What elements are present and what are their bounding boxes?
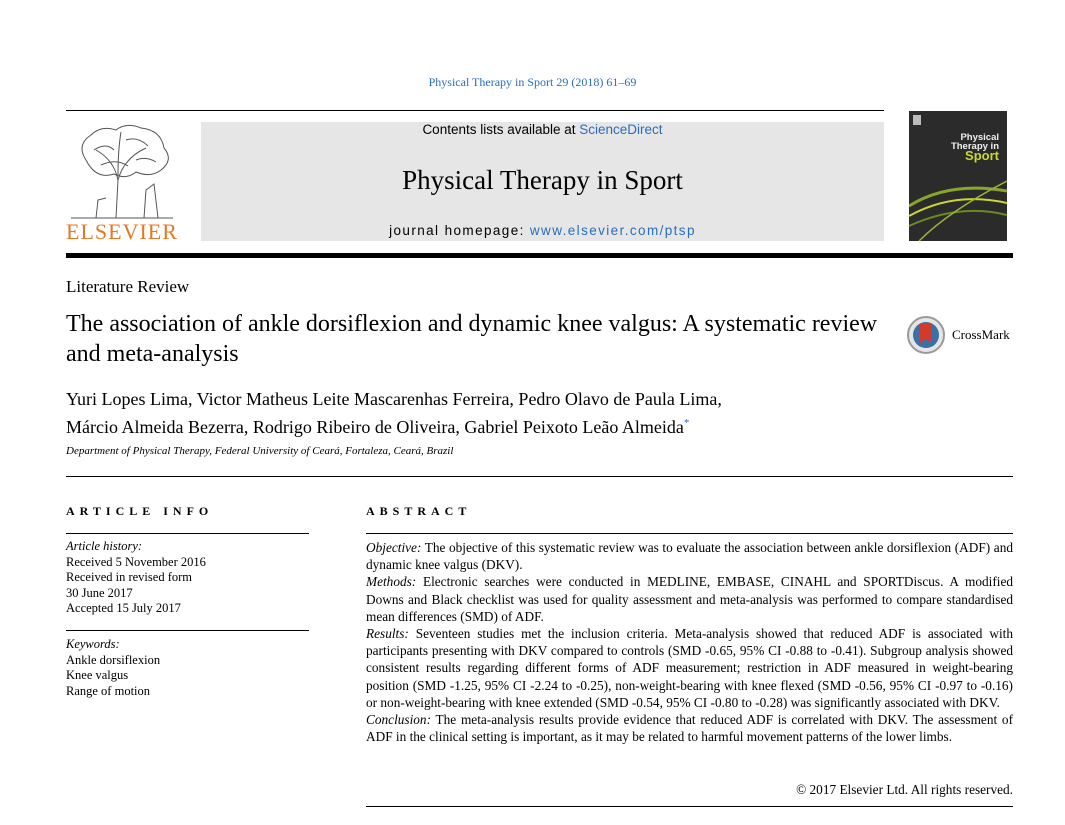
- abstract-body: [366, 539, 1013, 745]
- affiliation: Department of Physical Therapy, Federal University of Ceará, Fortaleza, Ceará, Brazil: [66, 445, 454, 457]
- history-item: 30 June 2017: [66, 585, 133, 600]
- elsevier-logo[interactable]: [66, 120, 178, 245]
- journal-banner: [201, 122, 884, 241]
- crossmark-badge[interactable]: [906, 315, 950, 355]
- copyright-notice: © 2017 Elsevier Ltd. All rights reserved.: [796, 782, 1013, 797]
- history-item: Received 5 November 2016: [66, 554, 206, 569]
- keyword-item: Ankle dorsiflexion: [66, 652, 161, 667]
- keyword-item: Range of motion: [66, 683, 151, 698]
- elsevier-tree-icon: [66, 120, 178, 220]
- article-title: The association of ankle dorsiflexion and dynamic knee valgus: A systematic review and meta-analysis: [66, 311, 878, 367]
- history-label: Article history:: [66, 539, 143, 553]
- authors-line-1: Yuri Lopes Lima, Victor Matheus Leite Mascarenhas Ferreira, Pedro Olavo de Paula Lima,: [66, 389, 722, 409]
- corresponding-author-mark[interactable]: *: [683, 417, 690, 429]
- authors-line-2: Márcio Almeida Bezerra, Rodrigo Ribeiro de Oliveira, Gabriel Peixoto Leão Almeida*: [66, 417, 690, 437]
- homepage-link[interactable]: www.elsevier.com/ptsp: [529, 223, 696, 238]
- abstract-conclusion: Conclusion: The meta-analysis results provide evidence that reduced ADF is correlated with DKV. The assessment of ADF in the clinical setting is important, as it may be related to harmful movement patterns of the lower limbs.: [366, 712, 1013, 745]
- homepage-line: [201, 223, 884, 238]
- history-item: Accepted 15 July 2017: [66, 601, 181, 616]
- top-rule: [66, 110, 884, 111]
- author-list: [66, 387, 946, 439]
- abstract-results: Results: Seventeen studies met the inclusion criteria. Meta-analysis showed that reduced ADF is associated with participants presenting with DKV compared to controls (SMD -0.65, 95% CI -0.88 to -0.41). Subgroup analysis showed consistent results regarding different forms of ADF measurement; restriction in ADF measured in weight-bearing position (SMD -1.25, 95% CI -2.24 to -0.25), non-weight-bearing with knee flexed (SMD -0.56, 95% CI -0.97 to -0.16) or non-weight-bearing with knee extended (SMD -0.54, 95% CI -0.80 to -0.28) was significantly associated with DKV.: [366, 626, 1013, 710]
- sciencedirect-link[interactable]: ScienceDirect: [579, 122, 663, 137]
- keywords: [66, 637, 160, 699]
- crossmark-icon: [906, 315, 950, 355]
- crossmark-label[interactable]: CrossMark: [952, 327, 1010, 342]
- keywords-label: Keywords:: [66, 637, 120, 651]
- history-item: Received in revised form: [66, 570, 192, 585]
- info-rule-top: [66, 533, 309, 534]
- contents-line: [201, 122, 884, 137]
- abstract-methods: Methods: Electronic searches were conducted in MEDLINE, EMBASE, CINAHL and SPORTDiscus. A modified Downs and Black checklist was used for quality assessment and meta-analysis was performed to compare standardised mean differences (SMD) of ADF.: [366, 574, 1013, 624]
- homepage-prefix: journal homepage:: [389, 223, 530, 238]
- article-info-heading: ARTICLE INFO: [66, 504, 214, 518]
- journal-title: Physical Therapy in Sport: [402, 165, 683, 195]
- keyword-item: Knee valgus: [66, 668, 129, 683]
- section-divider: [66, 476, 1013, 477]
- abstract-rule-top: [366, 533, 1013, 534]
- contents-prefix: Contents lists available at: [422, 122, 580, 137]
- abstract-objective: Objective: The objective of this systematic review was to evaluate the association between ankle dorsiflexion (ADF) and dynamic knee valgus (DKV).: [366, 540, 1013, 573]
- header-divider: [66, 253, 1013, 258]
- article-type: Literature Review: [66, 277, 190, 296]
- journal-cover-image[interactable]: [909, 111, 1007, 241]
- article-history: [66, 539, 206, 617]
- abstract-heading: ABSTRACT: [366, 504, 472, 518]
- journal-citation[interactable]: Physical Therapy in Sport 29 (2018) 61–69: [428, 75, 637, 89]
- abstract-rule-bottom: [366, 806, 1013, 807]
- info-rule-middle: [66, 630, 309, 631]
- elsevier-wordmark: ELSEVIER: [66, 219, 178, 244]
- cover-title: Physical Therapy in Sport: [950, 132, 999, 163]
- cover-graphic: [909, 111, 1007, 241]
